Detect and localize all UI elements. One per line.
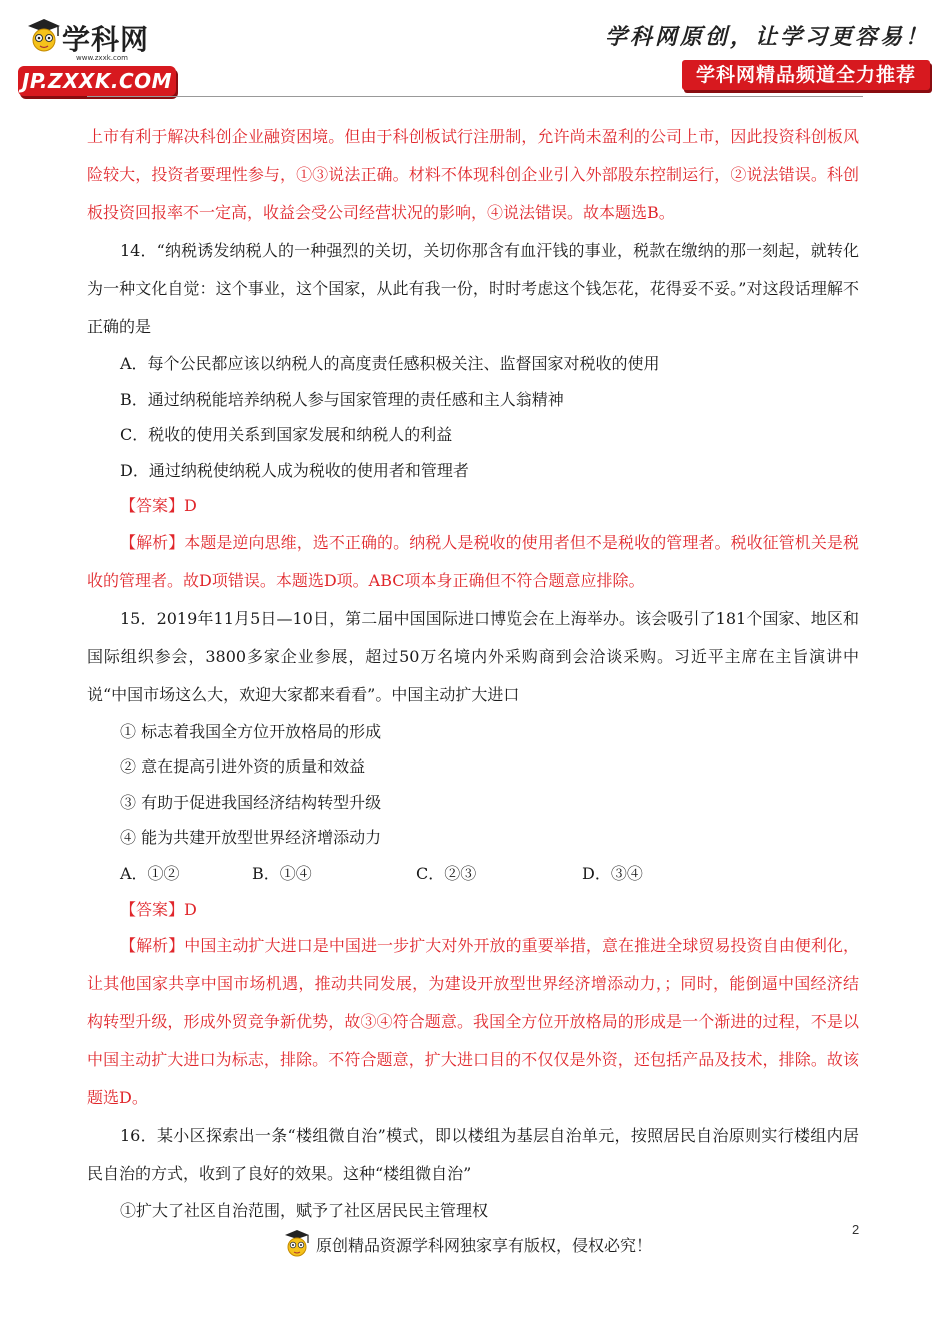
q15-item-2: ② 意在提高引进外资的质量和效益 <box>120 757 366 776</box>
header-divider <box>87 96 863 97</box>
q16-item-1: ①扩大了社区自治范围，赋予了社区居民民主管理权 <box>120 1201 489 1220</box>
q15-item-4: ④ 能为共建开放型世界经济增添动力 <box>120 828 382 847</box>
q15-stem: 15．2019年11月5日—10日，第二届中国国际进口博览会在上海举办。该会吸引了181个国家、地区和国际组织参会，3800多家企业参展，超过50万名境内外采购商到会洽谈采购。习近平主席在主旨演讲中说“中国市场这么大，欢迎大家都来看看”。中国主动扩大进口 <box>87 608 859 704</box>
header-slogan: 学科网原创，让学习更容易！ <box>604 24 930 50</box>
document-body <box>87 118 859 1229</box>
q15-choice-d: D．③④ <box>582 863 643 883</box>
q16-stem: 16．某小区探索出一条“楼组微自治”模式，即以楼组为基层自治单元，按照居民自治原则实行楼组内居民自治的方式，收到了良好的效果。这种“楼组微自治” <box>87 1126 859 1183</box>
mascot-icon <box>282 1227 312 1261</box>
q13-analysis-tail: 上市有利于解决科创企业融资困境。但由于科创板试行注册制，允许尚未盈利的公司上市，因此投资科创板风险较大，投资者要理性参与，①③说法正确。材料不体现科创企业引入外部股东控制运行，②说法错误。科创板投资回报率不一定高，收益会受公司经营状况的影响，④说法错误。故本题选B。 <box>87 127 859 222</box>
q14-option-b: B．通过纳税能培养纳税人参与国家管理的责任感和主人翁精神 <box>120 389 564 409</box>
page-header <box>0 0 950 100</box>
mascot-icon <box>24 16 62 56</box>
q14-option-a: A．每个公民都应该以纳税人的高度责任感积极关注、监督国家对税收的使用 <box>120 354 660 373</box>
q15-choice-c: C．②③ <box>416 863 477 883</box>
q14-answer: 【答案】D <box>120 496 197 515</box>
q14-option-c: C．税收的使用关系到国家发展和纳税人的利益 <box>120 425 453 444</box>
q15-analysis: 【解析】中国主动扩大进口是中国进一步扩大对外开放的重要举措，意在推进全球贸易投资自由便利化，让其他国家共享中国市场机遇，推动共同发展，为建设开放型世界经济增添动力，；同时，能倒逼中国经济结构转型升级，形成外贸竞争新优势，故③④符合题意。我国全方位开放格局的形成是一个渐进的过程，不是以中国主动扩大进口为标志，排除。不符合题意，扩大进口目的不仅仅是外资，还包括产品及技术，排除。故该题选D。 <box>87 936 859 1107</box>
page-footer <box>282 1226 652 1262</box>
q15-item-3: ③ 有助于促进我国经济结构转型升级 <box>120 792 382 812</box>
q15-item-1: ① 标志着我国全方位开放格局的形成 <box>120 721 382 741</box>
zxxk-logo[interactable] <box>18 14 178 94</box>
q14-option-d: D．通过纳税使纳税人成为税收的使用者和管理者 <box>120 460 469 480</box>
footer-copyright: 原创精品资源学科网独家享有版权，侵权必究！ <box>316 1235 653 1255</box>
logo-url-small: www.zxxk.com <box>76 54 128 62</box>
q15-choices <box>87 856 859 892</box>
q15-choice-b: B．①④ <box>252 863 312 883</box>
logo-site-badge: JP.ZXXK.COM <box>18 66 176 96</box>
q14-analysis: 【解析】本题是逆向思维，选不正确的。纳税人是税收的使用者但不是税收的管理者。税收征管机关是税收的管理者。故D项错误。本题选D项。ABC项本身正确但不符合题意应排除。 <box>87 532 859 590</box>
q14-stem: 14．“纳税诱发纳税人的一种强烈的关切，关切你那含有血汗钱的事业，税款在缴纳的那一刻起，就转化为一种文化自觉：这个事业，这个国家，从此有我一份，时时考虑这个钱怎花，花得妥不妥。”对这段话理解不正确的是 <box>87 241 859 336</box>
q15-choice-a: A．①② <box>120 863 180 883</box>
header-banner: 学科网精品频道全力推荐 <box>682 60 930 90</box>
page-number: 2 <box>852 1222 860 1237</box>
q15-answer: 【答案】D <box>120 899 197 919</box>
logo-name: 学科网 <box>62 23 150 56</box>
